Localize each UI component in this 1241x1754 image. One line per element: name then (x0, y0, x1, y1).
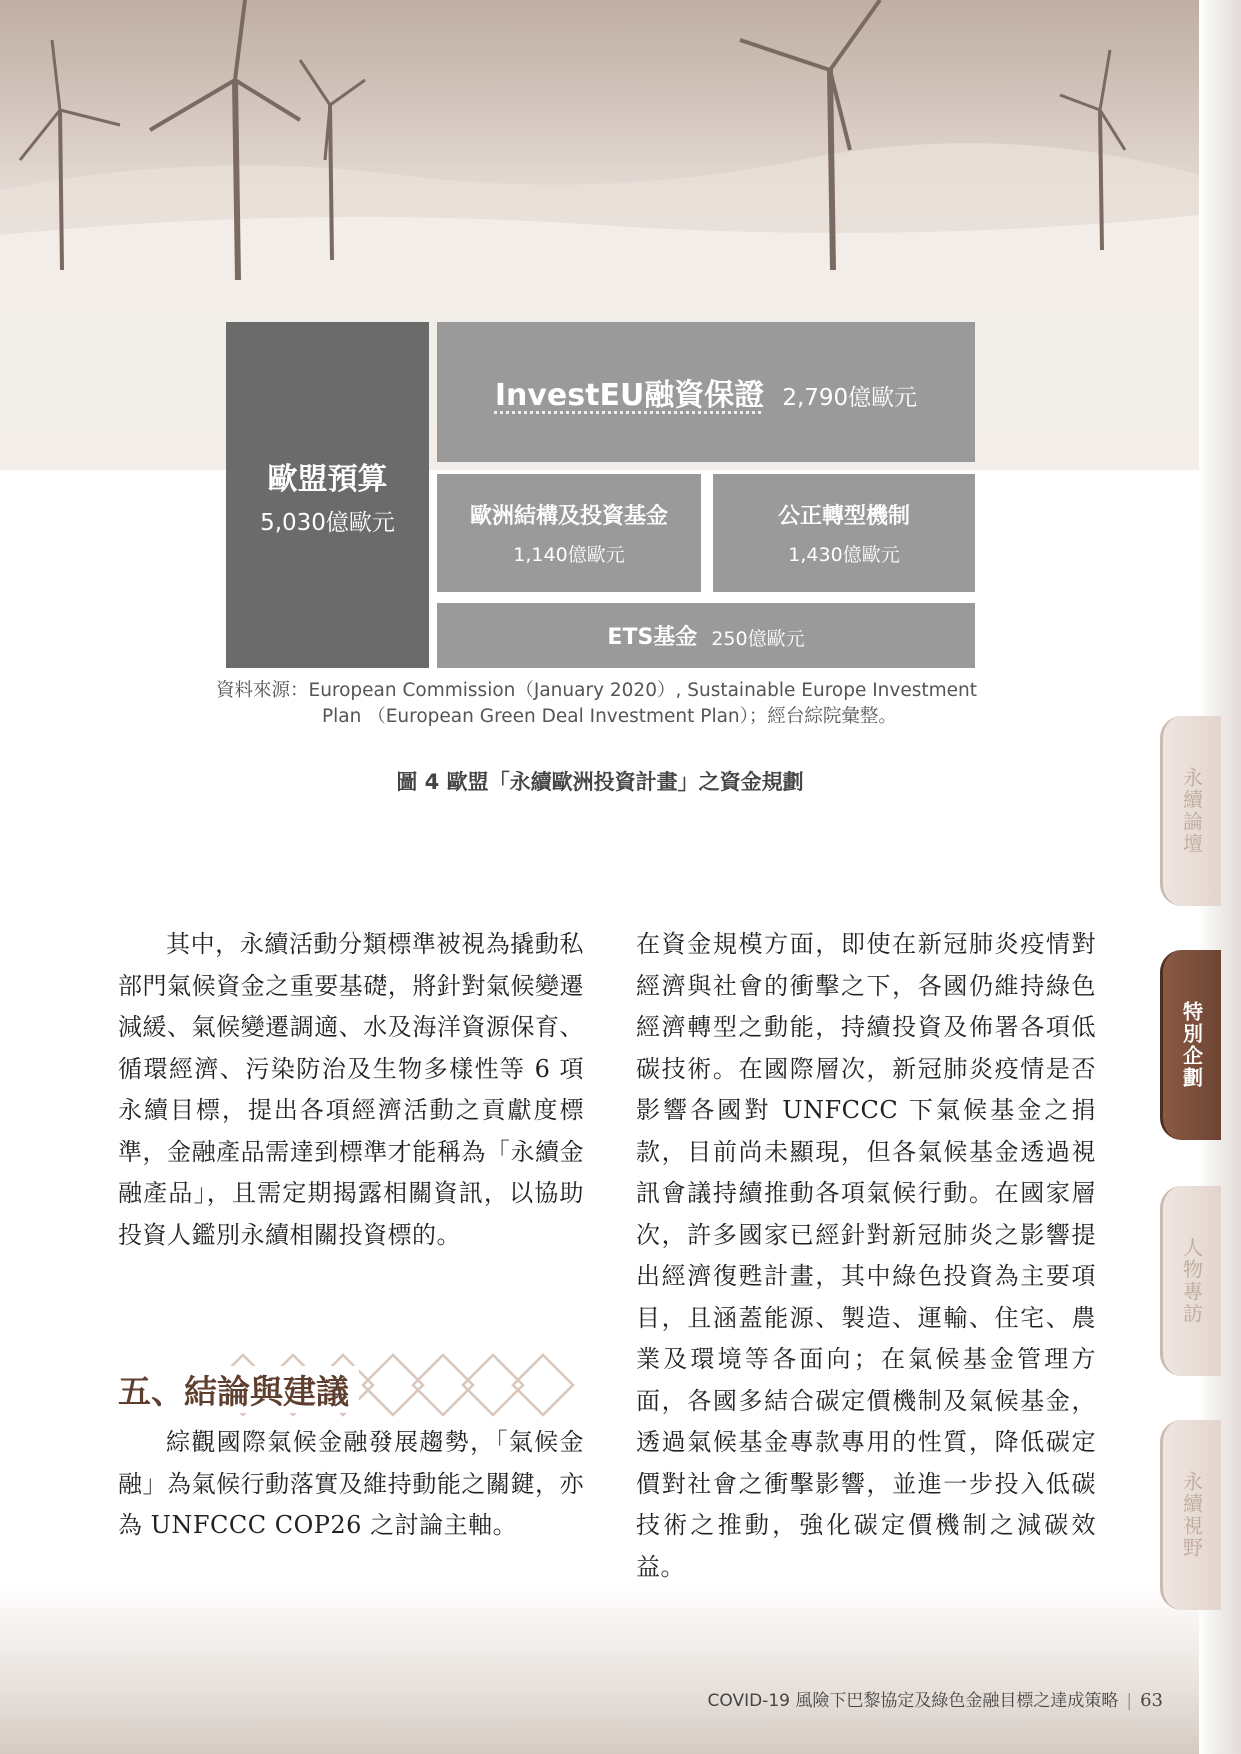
eu-budget-name: 歐盟預算 (267, 461, 388, 497)
footer-title: COVID-19 風險下巴黎協定及綠色金融目標之達成策略 (707, 1691, 1119, 1711)
page-number: 63 (1140, 1690, 1163, 1711)
tab-special-feature[interactable]: 特別企劃 (1160, 950, 1221, 1140)
just-transition-box (713, 474, 975, 592)
figure-source-line1: 資料來源：European Commission（January 2020）, Sustainable Europe Investment (216, 680, 978, 701)
ets-fund-name: ETS基金 (607, 625, 698, 650)
figure-source-line2: Plan （European Green Deal Investment Plan）；經台綜院彙整。 (322, 706, 897, 727)
left-column-2 (118, 1422, 584, 1547)
right-paragraph: 在資金規模方面，即使在新冠肺炎疫情對經濟與社會的衝擊之下，各國仍維持綠色經濟轉型之動能，持續投資及佈署各項低碳技術。在國際層次，新冠肺炎疫情是否影響各國對 UNFCCC 下氣候基金之捐款，目前尚未顯現，但各氣候基金透過視訊會議持續推動各項氣候行動。在國家層次，許多國家已經針對新冠肺炎之影響提出經濟復甦計畫，其中綠色投資為主要項目，且涵蓋能源、製造、運輸、住宅、農業及環境等各面向；在氣候基金管理方面，各國多結合碳定價機制及氣候基金，透過氣候基金專款專用的性質，降低碳定價對社會之衝擊影響，並進一步投入低碳技術之推動，強化碳定價機制之減碳效益。 (636, 930, 1096, 1581)
figure-caption: 圖 4 歐盟「永續歐洲投資計畫」之資金規劃 (396, 770, 804, 794)
left-paragraph-2: 綜觀國際氣候金融發展趨勢，「氣候金融」為氣候行動落實及維持動能之關鍵，亦為 UNFCCC COP26 之討論主軸。 (118, 1428, 584, 1539)
tab-interview[interactable]: 人物專訪 (1160, 1186, 1221, 1376)
investeu-box (437, 322, 975, 462)
left-column (118, 924, 584, 1256)
eu-budget-box (226, 322, 429, 668)
investeu-amount: 2,790億歐元 (782, 384, 918, 411)
tab-sustainability-forum[interactable]: 永續論壇 (1160, 716, 1221, 906)
page-footer (708, 1686, 1164, 1711)
footer-divider: | (1126, 1691, 1133, 1711)
structural-fund-name: 歐洲結構及投資基金 (469, 504, 668, 529)
structural-fund-box (437, 474, 701, 592)
just-transition-amount: 1,430億歐元 (788, 544, 900, 566)
tab-sustainability-vision[interactable]: 永續視野 (1160, 1420, 1221, 1610)
structural-fund-amount: 1,140億歐元 (513, 544, 625, 566)
investeu-name: InvestEU融資保證 (494, 378, 765, 413)
eu-budget-amount: 5,030億歐元 (260, 509, 395, 536)
ets-fund-amount: 250億歐元 (711, 627, 805, 650)
footer-solar-photo (0, 1584, 1200, 1754)
left-paragraph-1: 其中，永續活動分類標準被視為撬動私部門氣候資金之重要基礎，將針對氣候變遷減緩、氣候變遷調適、水及海洋資源保育、循環經濟、污染防治及生物多樣性等 6 項永續目標，提出各項經濟活動之貢獻度標準，金融產品需達到標準才能稱為「永續金融產品」，且需定期揭露相關資訊，以協助投資人鑑別永續相關投資標的。 (118, 930, 584, 1249)
figure-source (216, 678, 1006, 730)
ets-fund-box (437, 603, 975, 668)
just-transition-name: 公正轉型機制 (777, 504, 910, 529)
section-title: 五、結論與建議 (118, 1366, 359, 1413)
section-heading (118, 1340, 588, 1430)
right-column (636, 924, 1096, 1588)
